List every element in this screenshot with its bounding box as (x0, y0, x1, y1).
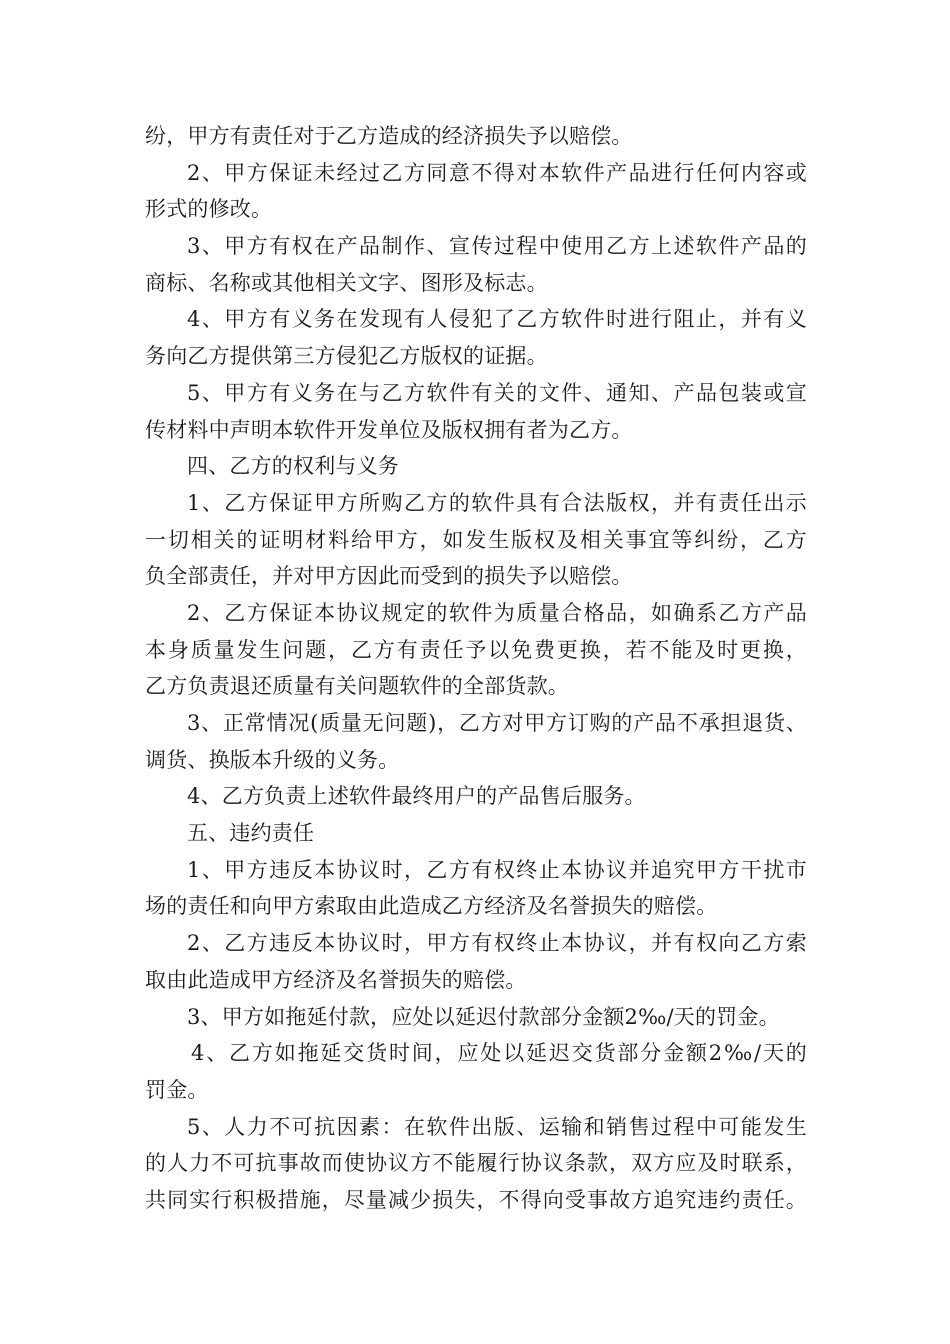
paragraph-line: 取由此造成甲方经济及名誉损失的赔偿。 (145, 967, 527, 992)
clause-5-4-line: 4、乙方如拖延交货时间，应处以延迟交货部分金额2‰/天的 (191, 1041, 807, 1066)
paragraph-line: 纷，甲方有责任对于乙方造成的经济损失予以赔偿。 (145, 124, 633, 148)
contract-body (145, 118, 807, 1219)
clause-4-1-line: 1、乙方保证甲方所购乙方的软件具有合法版权，并有责任出示 (187, 490, 807, 515)
paragraph-line: 调货、换版本升级的义务。 (145, 747, 400, 772)
paragraph-line: 乙方负责退还质量有关问题软件的全部货款。 (145, 674, 569, 699)
paragraph-line: 负全部责任，并对甲方因此而受到的损失予以赔偿。 (145, 564, 633, 589)
clause-5-3-line: 3、甲方如拖延付款，应处以延迟付款部分金额2‰/天的罚金。 (187, 1004, 780, 1029)
clause-5-5-line: 5、人力不可抗因素：在软件出版、运输和销售过程中可能发生 (187, 1114, 807, 1139)
clause-4-3-line: 3、正常情况(质量无问题)，乙方对甲方订购的产品不承担退货、 (187, 711, 807, 735)
clause-4-2-line: 2、乙方保证本协议规定的软件为质量合格品，如确系乙方产品 (187, 600, 807, 625)
paragraph-line: 罚金。 (145, 1077, 209, 1102)
paragraph-line: 共同实行积极措施，尽量减少损失，不得向受事故方追究违约责任。 (145, 1187, 807, 1212)
clause-3-4-line: 4、甲方有义务在发现有人侵犯了乙方软件时进行阻止，并有义 (187, 307, 807, 332)
paragraph-line: 务向乙方提供第三方侵犯乙方版权的证据。 (145, 344, 548, 369)
clause-5-1-line: 1、甲方违反本协议时，乙方有权终止本协议并追究甲方干扰市 (187, 857, 807, 882)
paragraph-line: 场的责任和向甲方索取由此造成乙方经济及名誉损失的赔偿。 (145, 894, 718, 919)
clause-5-2-line: 2、乙方违反本协议时，甲方有权终止本协议，并有权向乙方索 (187, 931, 807, 956)
clause-3-5-line: 5、甲方有义务在与乙方软件有关的文件、通知、产品包装或宣 (187, 380, 807, 405)
section-heading-5: 五、违约责任 (187, 821, 315, 846)
paragraph-line: 传材料中声明本软件开发单位及版权拥有者为乙方。 (145, 417, 633, 442)
paragraph-line: 的人力不可抗事故而使协议方不能履行协议条款，双方应及时联系， (145, 1151, 807, 1176)
section-heading-4: 四、乙方的权利与义务 (187, 454, 399, 479)
clause-4-4-line: 4、乙方负责上述软件最终用户的产品售后服务。 (187, 784, 646, 809)
paragraph-line: 一切相关的证明材料给甲方，如发生版权及相关事宜等纠纷，乙方 (145, 527, 807, 552)
paragraph-line: 商标、名称或其他相关文字、图形及标志。 (145, 270, 548, 295)
paragraph-line: 本身质量发生问题，乙方有责任予以免费更换，若不能及时更换， (145, 637, 807, 662)
clause-3-2-line: 2、甲方保证未经过乙方同意不得对本软件产品进行任何内容或 (187, 160, 807, 185)
paragraph-line: 形式的修改。 (145, 197, 273, 222)
clause-3-3-line: 3、甲方有权在产品制作、宣传过程中使用乙方上述软件产品的 (187, 234, 807, 259)
